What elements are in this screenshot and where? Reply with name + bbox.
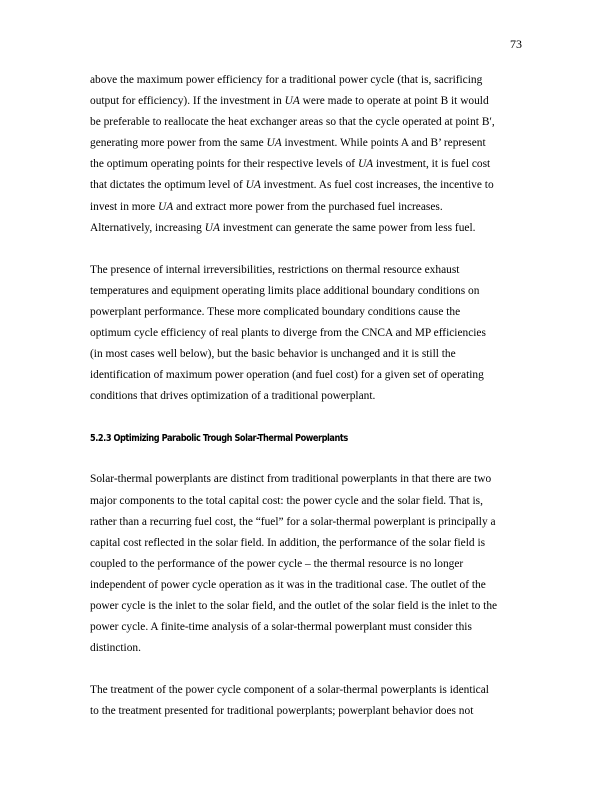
- page-number: 73: [510, 37, 522, 51]
- text-line: major components to the total capital cost: the power cycle and the solar field. That is,: [90, 494, 483, 507]
- text-line: identification of maximum power operation (and fuel cost) for a given set of operating: [90, 369, 484, 382]
- text-line: output for efficiency). If the investment in UA were made to operate at point B it would: [90, 95, 489, 108]
- paragraph-2: [90, 260, 530, 408]
- text-line: be preferable to reallocate the heat exchanger areas so that the cycle operated at point B′,: [90, 116, 495, 129]
- paragraph-3: [90, 469, 530, 659]
- text-line: The presence of internal irreversibilities, restrictions on thermal resource exhaust: [90, 263, 460, 276]
- text-line: that dictates the optimum level of UA investment. As fuel cost increases, the incentive to: [90, 179, 494, 192]
- text-line: generating more power from the same UA investment. While points A and B’ represent: [90, 137, 486, 150]
- symbol-ua: UA: [357, 158, 374, 171]
- text-line: independent of power cycle operation as it was in the traditional case. The outlet of the: [90, 578, 486, 591]
- text-line: the optimum operating points for their respective levels of UA investment, it is fuel cost: [90, 158, 491, 171]
- text-line: (in most cases well below), but the basic behavior is unchanged and it is still the: [90, 348, 456, 361]
- symbol-ua: UA: [158, 200, 174, 213]
- text-line: power cycle is the inlet to the solar field, and the outlet of the solar field is the inlet to the: [90, 599, 498, 612]
- text-line: temperatures and equipment operating limits place additional boundary conditions on: [90, 284, 480, 297]
- text-line: rather than a recurring fuel cost, the “fuel” for a solar-thermal powerplant is principally a: [90, 515, 496, 528]
- symbol-ua: UA: [204, 221, 220, 234]
- text-line: powerplant performance. These more complicated boundary conditions cause the: [90, 305, 461, 318]
- text-line: Solar-thermal powerplants are distinct from traditional powerplants in that there are two: [90, 473, 492, 486]
- text-line: above the maximum power efficiency for a traditional power cycle (that is, sacrificing: [90, 74, 483, 86]
- symbol-ua: UA: [266, 137, 282, 150]
- text-line: distinction.: [90, 642, 141, 655]
- text-line: invest in more UA and extract more power from the purchased fuel increases.: [90, 200, 443, 213]
- text-line: power cycle. A finite-time analysis of a solar-thermal powerplant must consider this: [90, 621, 472, 634]
- section-heading: 5.2.3 Optimizing Parabolic Trough Solar-Thermal Powerplants: [90, 433, 348, 445]
- text-line: optimum cycle efficiency of real plants to diverge from the CNCA and MP efficiencies: [90, 327, 486, 340]
- page-body: [90, 70, 530, 722]
- text-line: Alternatively, increasing UA investment can generate the same power from less fuel.: [90, 221, 476, 234]
- text-line: capital cost reflected in the solar field. In addition, the performance of the solar field is: [90, 536, 486, 549]
- paragraph-1: [90, 70, 530, 239]
- symbol-ua: UA: [284, 95, 300, 108]
- text-line: The treatment of the power cycle component of a solar-thermal powerplants is identical: [90, 684, 489, 697]
- symbol-ua: UA: [245, 179, 261, 192]
- paragraph-4: [90, 680, 530, 722]
- text-line: conditions that drives optimization of a traditional powerplant.: [90, 390, 376, 403]
- text-line: coupled to the performance of the power cycle – the thermal resource is no longer: [90, 557, 464, 570]
- text-line: to the treatment presented for traditional powerplants; powerplant behavior does not: [90, 705, 474, 718]
